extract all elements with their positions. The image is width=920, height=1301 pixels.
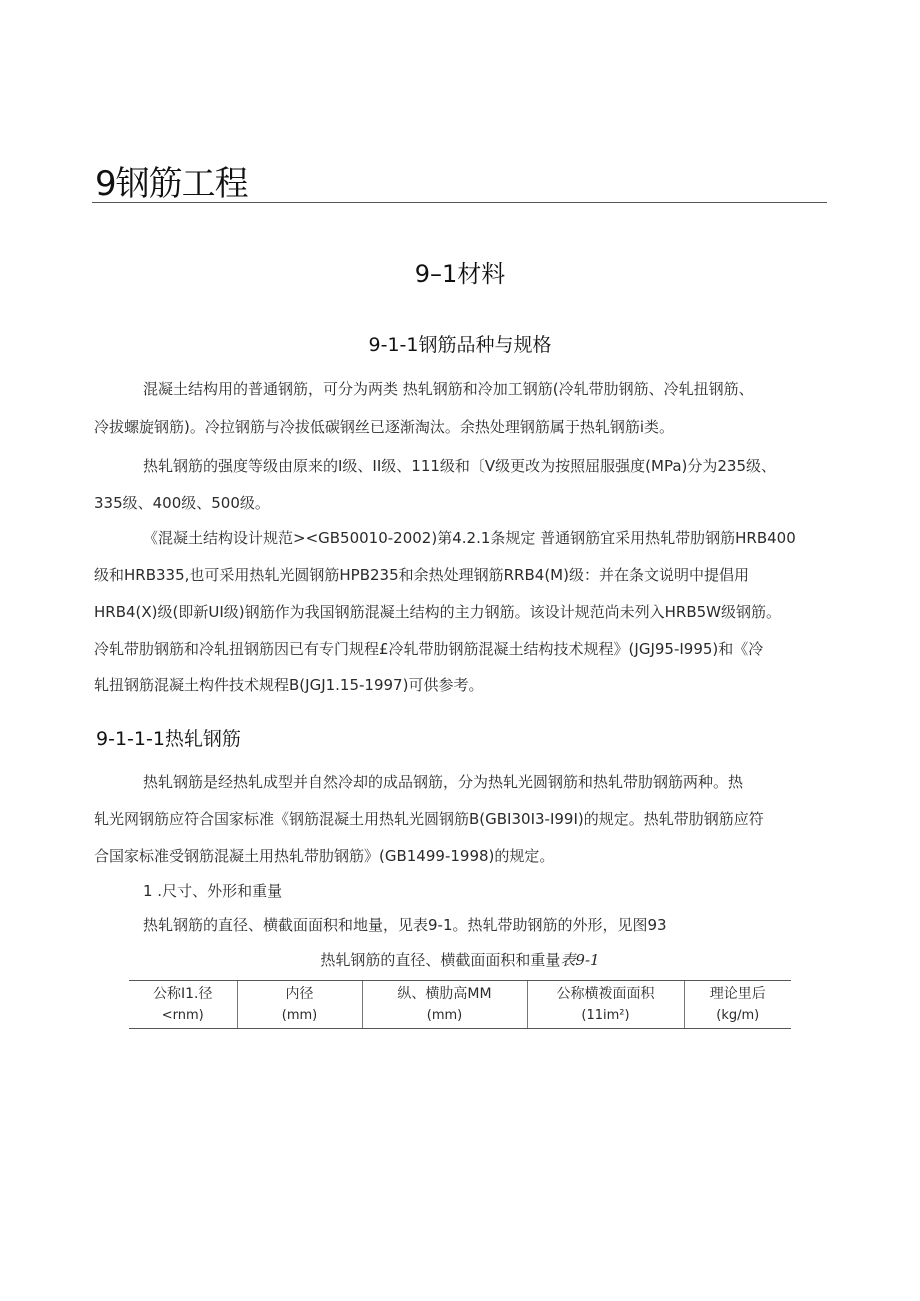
- table-header-cell: [237, 981, 362, 1029]
- paragraph-line: 合国家标准受钢筋混凝土用热轧带肋钢筋》(GB1499-1998)的规定。: [94, 847, 555, 865]
- paragraph-line: 热轧钢筋的直径、横截面面积和地量，见表9-1。热轧带助钢筋的外形，见图93: [143, 916, 667, 934]
- subsubsection-title: 9-1-1-1热轧钢筋: [96, 728, 241, 750]
- table-header-cell: [684, 981, 791, 1029]
- header-unit: (mm): [281, 1008, 318, 1023]
- table-header-cell: [129, 981, 237, 1029]
- section-title: 9–1材料: [414, 260, 506, 288]
- paragraph-line: 轧光网钢筋应符合国家标准《钢筋混凝土用热轧光圆钢筋B(GBI30I3-I99I)的规定。热轧带肋钢筋应符: [94, 810, 764, 828]
- paragraph-line: 《混凝土结构设计规范><GB50010-2002)第4.2.1条规定 普通钢筋宜采用热轧带肋钢筋HRB400: [143, 529, 796, 547]
- chapter-title: 9钢筋工程: [95, 164, 248, 204]
- header-label: 纵、横肋高MM: [397, 986, 492, 1002]
- chapter-divider: [92, 202, 827, 203]
- table-code: 表9-1: [560, 951, 600, 969]
- table-caption: [0, 949, 920, 970]
- header-label: 公称横袯面面积: [556, 986, 655, 1002]
- table-header-row: [129, 981, 791, 1029]
- header-unit: (mm): [426, 1008, 463, 1023]
- table-caption-text: 热轧钢筋的直径、横截面面积和重量: [320, 951, 561, 969]
- table-header-cell: [527, 981, 684, 1029]
- paragraph-line: HRB4(X)级(即新UI级)钢筋作为我国钢筋混凝土结构的主力钢筋。该设计规范尚未列入HRB5W级钢筋。: [94, 603, 781, 621]
- header-label: 理论里后: [709, 986, 766, 1002]
- rebar-table: [129, 980, 791, 1029]
- header-label: 内径: [285, 986, 314, 1002]
- header-unit: (kg∕m): [716, 1008, 760, 1023]
- paragraph-line: 混凝土结构用的普通钢筋，可分为两类 热轧钢筋和冷加工钢筋(冷轧带肋钢筋、冷轧扭钢筋、: [143, 380, 754, 398]
- paragraph-line: 级和HRB335,也可采用热轧光圆钢筋HPB235和余热处理钢筋RRB4(M)级：并在条文说明中提倡用: [94, 566, 749, 584]
- paragraph-line: 335级、400级、500级。: [94, 494, 270, 512]
- paragraph-line: 冷拔螺旋钢筋)。冷拉钢筋与冷拔低碳钢丝已逐渐淘汰。余热处理钢筋属于热轧钢筋i类。: [94, 418, 675, 436]
- paragraph-line: 冷轧带肋钢筋和冷轧扭钢筋因已有专门规程£冷轧带肋钢筋混凝土结构技术规程》(JGJ95-I995)和《冷: [94, 640, 764, 658]
- paragraph-line: 热轧钢筋的强度等级由原来的I级、II级、111级和〔V级更改为按照屈服强度(MPa)分为235级、: [143, 457, 777, 475]
- list-item: 1 .尺寸、外形和重量: [143, 882, 283, 900]
- header-unit: (11im²): [581, 1008, 630, 1023]
- table-header-cell: [362, 981, 527, 1029]
- paragraph-line: 轧扭钢筋混凝土构件技术规程B(JGJ1.15-1997)可供参考。: [94, 676, 484, 694]
- header-label: 公称I1.径: [153, 986, 213, 1002]
- subsection-title: 9-1-1钢筋品种与规格: [368, 334, 552, 356]
- header-unit: <rnm): [161, 1008, 204, 1023]
- paragraph-line: 热轧钢筋是经热轧成型并自然冷却的成品钢筋，分为热轧光圆钢筋和热轧带肋钢筋两种。热: [143, 773, 744, 791]
